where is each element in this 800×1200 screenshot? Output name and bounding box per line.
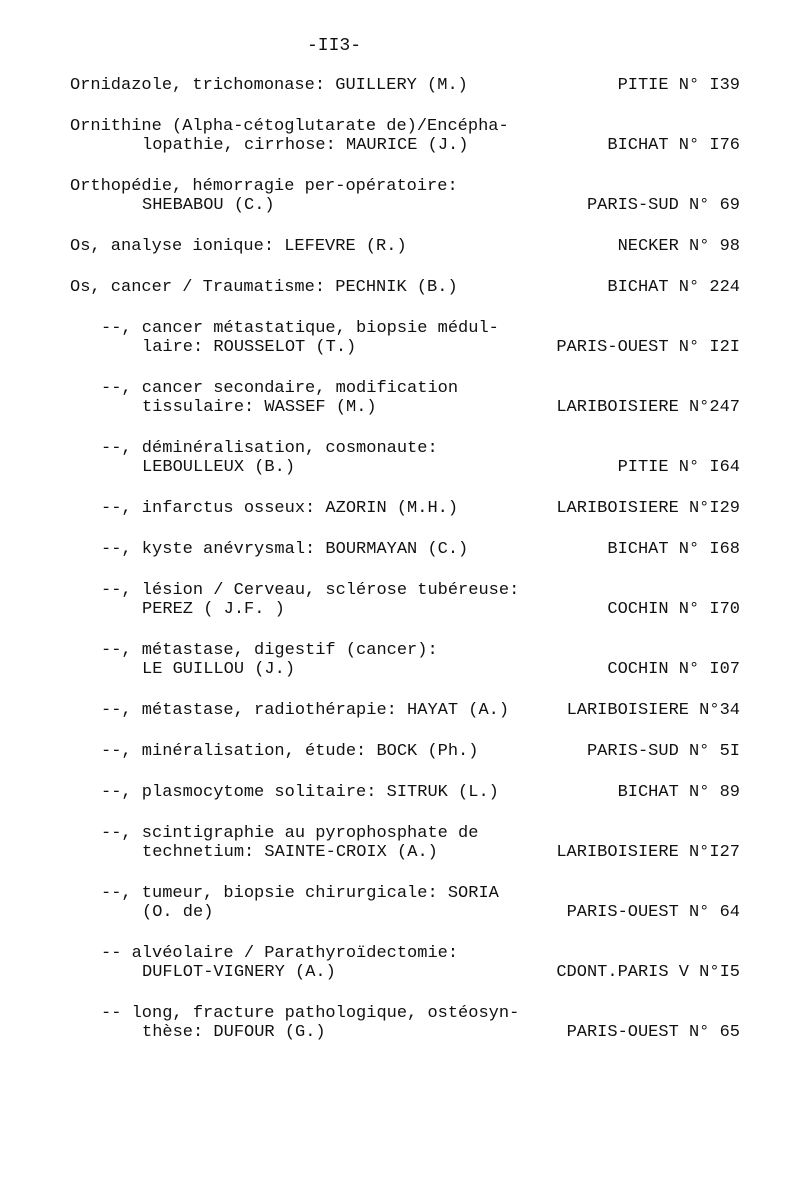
entry-text-line: --, cancer secondaire, modification bbox=[101, 379, 459, 398]
entry-text-line: --, métastase, digestif (cancer): bbox=[101, 641, 438, 660]
entry-reference: BICHAT N° 89 bbox=[617, 783, 740, 802]
index-entry bbox=[70, 177, 740, 215]
entry-reference: LARIBOISIERE N°34 bbox=[566, 701, 740, 720]
index-entry bbox=[70, 742, 740, 761]
index-entry bbox=[70, 499, 740, 518]
entry-text-line: --, plasmocytome solitaire: SITRUK (L.) bbox=[101, 783, 499, 802]
entry-description bbox=[70, 581, 541, 619]
entry-reference: LARIBOISIERE N°I29 bbox=[556, 499, 740, 518]
entry-text-line: DUFLOT-VIGNERY (A.) bbox=[142, 963, 336, 982]
entry-text-line: Ornidazole, trichomonase: GUILLERY (M.) bbox=[70, 76, 468, 95]
entry-description bbox=[70, 944, 541, 982]
entry-description bbox=[70, 742, 541, 761]
index-entry bbox=[70, 379, 740, 417]
entry-text-line: lopathie, cirrhose: MAURICE (J.) bbox=[142, 136, 469, 155]
index-entry bbox=[70, 439, 740, 477]
entry-text-line: --, métastase, radiothérapie: HAYAT (A.) bbox=[101, 701, 510, 720]
entry-text-line: LE GUILLOU (J.) bbox=[142, 660, 296, 679]
entry-description bbox=[70, 824, 541, 862]
entry-description bbox=[70, 783, 541, 802]
entry-reference: PARIS-OUEST N° I2I bbox=[556, 338, 740, 357]
index-entry bbox=[70, 783, 740, 802]
entry-description bbox=[70, 177, 540, 215]
entry-text-line: --, scintigraphie au pyrophosphate de bbox=[101, 824, 479, 843]
index-entry bbox=[70, 944, 740, 982]
entry-reference: PITIE N° I39 bbox=[617, 76, 740, 95]
entry-reference: PARIS-SUD N° 69 bbox=[586, 196, 740, 215]
entry-reference: COCHIN N° I70 bbox=[607, 600, 740, 619]
entry-text-line: --, lésion / Cerveau, sclérose tubéreuse: bbox=[101, 581, 520, 600]
entry-text-line: --, kyste anévrysmal: BOURMAYAN (C.) bbox=[101, 540, 469, 559]
index-entry bbox=[70, 76, 740, 95]
index-entry bbox=[70, 319, 740, 357]
entry-description bbox=[70, 701, 541, 720]
entry-reference: NECKER N° 98 bbox=[617, 237, 740, 256]
entry-description bbox=[70, 278, 540, 297]
index-entry bbox=[70, 641, 740, 679]
index-entry bbox=[70, 540, 740, 559]
entry-description bbox=[70, 540, 541, 559]
entry-description bbox=[70, 76, 540, 95]
entry-description bbox=[70, 641, 541, 679]
entry-text-line: --, déminéralisation, cosmonaute: bbox=[101, 439, 438, 458]
entry-text-line: (O. de) bbox=[142, 903, 214, 922]
entry-text-line: --, cancer métastatique, biopsie médul- bbox=[101, 319, 499, 338]
index-entry bbox=[70, 278, 740, 297]
entry-description bbox=[70, 439, 541, 477]
entry-description bbox=[70, 379, 541, 417]
entry-text-line: --, infarctus osseux: AZORIN (M.H.) bbox=[101, 499, 459, 518]
entry-reference: BICHAT N° 224 bbox=[607, 278, 740, 297]
entry-description bbox=[70, 499, 541, 518]
index-entry bbox=[70, 701, 740, 720]
entry-description bbox=[70, 117, 540, 155]
entry-text-line: -- long, fracture pathologique, ostéosyn- bbox=[101, 1004, 520, 1023]
index-entries bbox=[70, 76, 740, 1064]
entry-text-line: LEBOULLEUX (B.) bbox=[142, 458, 296, 477]
entry-text-line: --, tumeur, biopsie chirurgicale: SORIA bbox=[101, 884, 499, 903]
entry-description bbox=[70, 1004, 541, 1042]
entry-text-line: thèse: DUFOUR (G.) bbox=[142, 1023, 326, 1042]
entry-reference: LARIBOISIERE N°247 bbox=[556, 398, 740, 417]
entry-text-line: SHEBABOU (C.) bbox=[142, 196, 275, 215]
entry-reference: PARIS-OUEST N° 64 bbox=[566, 903, 740, 922]
index-entry bbox=[70, 884, 740, 922]
entry-reference: BICHAT N° I68 bbox=[607, 540, 740, 559]
index-entry bbox=[70, 237, 740, 256]
index-entry bbox=[70, 581, 740, 619]
entry-reference: COCHIN N° I07 bbox=[607, 660, 740, 679]
entry-text-line: -- alvéolaire / Parathyroïdectomie: bbox=[101, 944, 459, 963]
index-entry bbox=[70, 824, 740, 862]
entry-description bbox=[70, 319, 541, 357]
entry-text-line: Os, analyse ionique: LEFEVRE (R.) bbox=[70, 237, 407, 256]
index-entry bbox=[70, 1004, 740, 1042]
entry-text-line: Orthopédie, hémorragie per-opératoire: bbox=[70, 177, 458, 196]
entry-text-line: --, minéralisation, étude: BOCK (Ph.) bbox=[101, 742, 479, 761]
entry-text-line: technetium: SAINTE-CROIX (A.) bbox=[142, 843, 438, 862]
entry-description bbox=[70, 237, 540, 256]
entry-text-line: PEREZ ( J.F. ) bbox=[142, 600, 285, 619]
entry-reference: PITIE N° I64 bbox=[617, 458, 740, 477]
entry-text-line: Os, cancer / Traumatisme: PECHNIK (B.) bbox=[70, 278, 458, 297]
entry-reference: LARIBOISIERE N°I27 bbox=[556, 843, 740, 862]
entry-text-line: Ornithine (Alpha-cétoglutarate de)/Encépha- bbox=[70, 117, 509, 136]
page-number: -II3- bbox=[306, 36, 361, 56]
entry-reference: CDONT.PARIS V N°I5 bbox=[556, 963, 740, 982]
entry-reference: BICHAT N° I76 bbox=[607, 136, 740, 155]
entry-description bbox=[70, 884, 541, 922]
entry-reference: PARIS-OUEST N° 65 bbox=[566, 1023, 740, 1042]
index-entry bbox=[70, 117, 740, 155]
entry-reference: PARIS-SUD N° 5I bbox=[586, 742, 740, 761]
entry-text-line: tissulaire: WASSEF (M.) bbox=[142, 398, 377, 417]
entry-text-line: laire: ROUSSELOT (T.) bbox=[142, 338, 357, 357]
